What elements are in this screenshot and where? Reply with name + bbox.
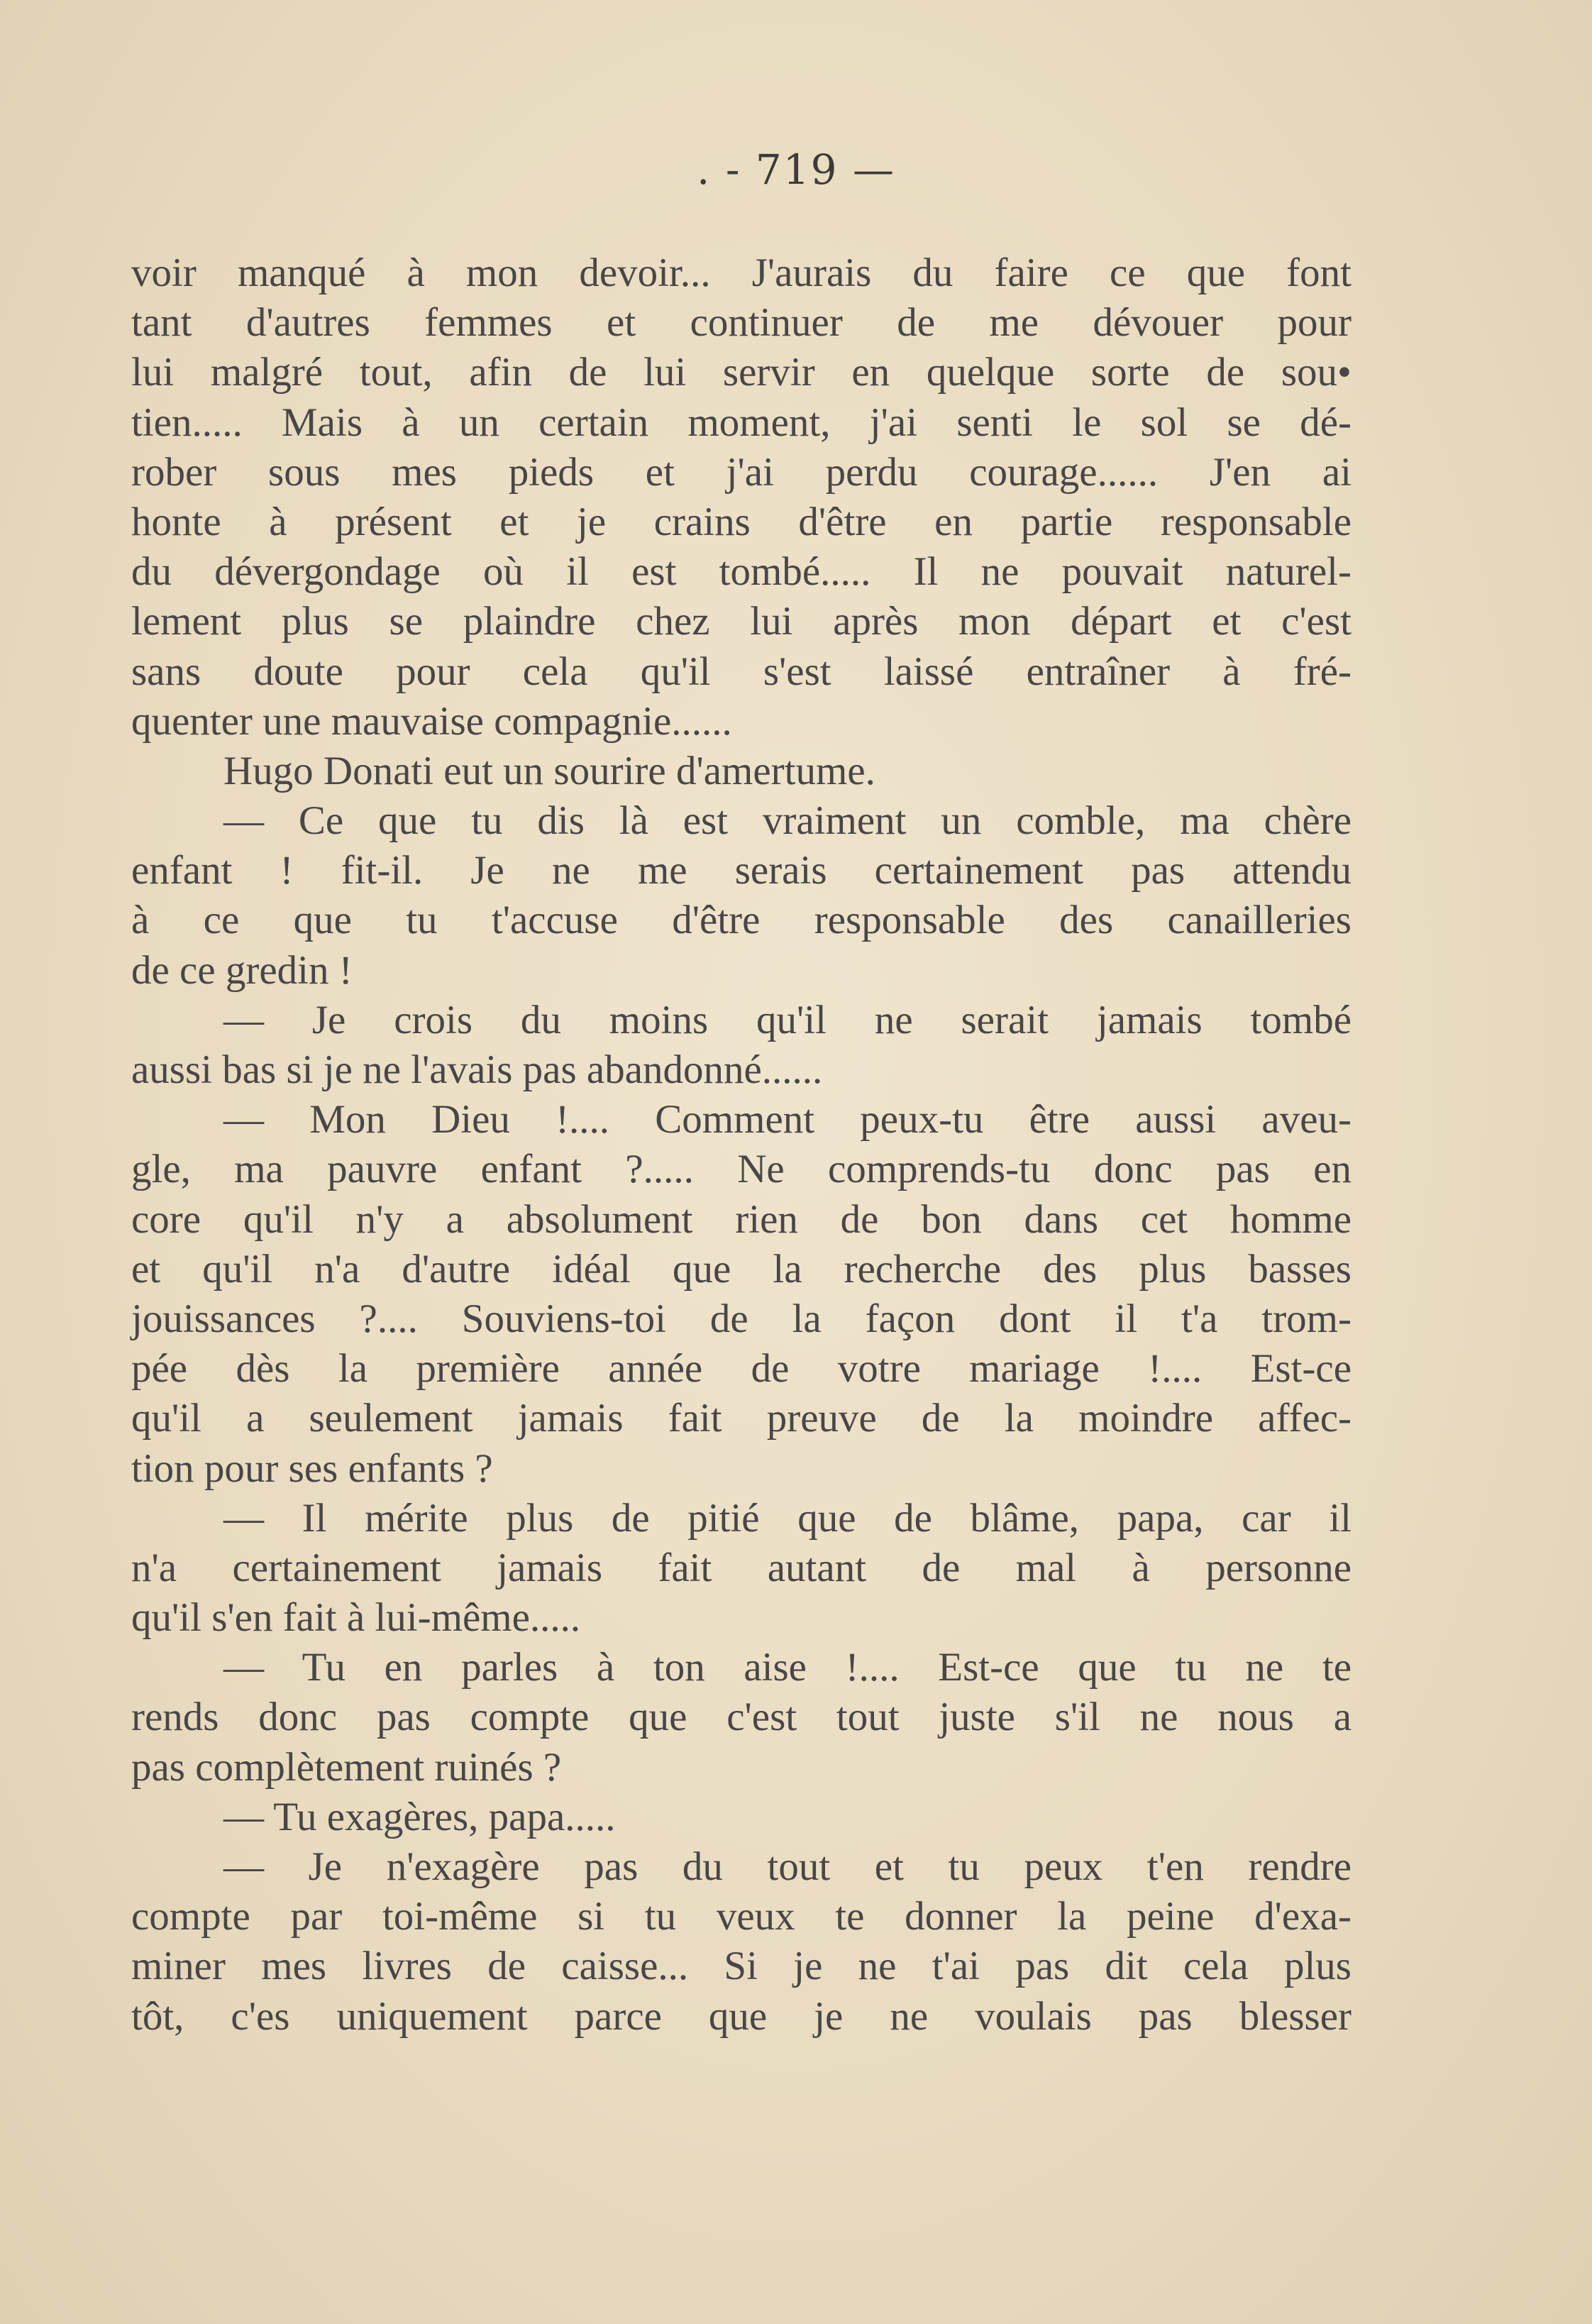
text-line: aussi bas si je ne l'avais pas abandonné...... [131, 1047, 823, 1092]
text-line: enfant ! fit-il. Je ne me serais certainement pas attendu [131, 848, 1351, 893]
page-number: . - 719 — [696, 145, 896, 194]
text-line: — Tu exagères, papa..... [223, 1794, 616, 1839]
text-line: — Tu en parles à ton aise !.... Est-ce que tu ne te [223, 1645, 1351, 1690]
text-line: — Je n'exagère pas du tout et tu peux t'en rendre [223, 1844, 1351, 1889]
text-line: pas complètement ruinés ? [131, 1744, 562, 1790]
text-line: de ce gredin ! [131, 947, 353, 993]
text-line: n'a certainement jamais fait autant de mal à personne [131, 1545, 1351, 1590]
text-line: à ce que tu t'accuse d'être responsable des canailleries [131, 898, 1351, 943]
text-line: voir manqué à mon devoir... J'aurais du faire ce que font [131, 250, 1351, 295]
text-line: tôt, c'es uniquement parce que je ne voulais pas blesser [131, 1993, 1351, 2039]
text-line: du dévergondage où il est tombé..... Il ne pouvait naturel- [131, 549, 1351, 595]
text-line: core qu'il n'y a absolument rien de bon dans cet homme [131, 1196, 1351, 1242]
text-line: tant d'autres femmes et continuer de me dévouer pour [131, 300, 1351, 346]
text-line: sans doute pour cela qu'il s'est laissé entraîner à fré- [131, 649, 1351, 694]
text-line: quenter une mauvaise compagnie...... [131, 698, 732, 744]
text-line: — Il mérite plus de pitié que de blâme, papa, car il [223, 1495, 1351, 1541]
text-line: qu'il s'en fait à lui-même..... [131, 1595, 581, 1641]
text-line: tion pour ses enfants ? [131, 1445, 493, 1491]
text-line: lement plus se plaindre chez lui après mon départ et c'est [131, 599, 1351, 644]
text-line: — Ce que tu dis là est vraiment un comble, ma chère [223, 798, 1351, 844]
text-line: tien..... Mais à un certain moment, j'ai senti le sol se dé- [131, 400, 1351, 445]
text-line: gle, ma pauvre enfant ?..... Ne comprends-tu donc pas en [131, 1147, 1351, 1192]
text-line: rends donc pas compte que c'est tout juste s'il ne nous a [131, 1695, 1351, 1740]
body-text [131, 248, 1351, 2042]
text-line: compte par toi-même si tu veux te donner la peine d'exa- [131, 1894, 1351, 1939]
text-line: Hugo Donati eut un sourire d'amertume. [223, 748, 875, 793]
text-line: — Mon Dieu !.... Comment peux-tu être aussi aveu- [223, 1097, 1351, 1142]
text-line: et qu'il n'a d'autre idéal que la recherche des plus basses [131, 1246, 1351, 1292]
text-line: pée dès la première année de votre mariage !.... Est-ce [131, 1346, 1351, 1392]
text-line: miner mes livres de caisse... Si je ne t'ai pas dit cela plus [131, 1944, 1351, 1989]
text-line: jouissances ?.... Souviens-toi de la façon dont il t'a trom- [131, 1296, 1351, 1341]
text-line: honte à présent et je crains d'être en partie responsable [131, 499, 1351, 544]
text-line: lui malgré tout, afin de lui servir en quelque sorte de sou• [131, 350, 1351, 395]
text-line: qu'il a seulement jamais fait preuve de la moindre affec- [131, 1396, 1351, 1441]
text-line: rober sous mes pieds et j'ai perdu courage...... J'en ai [131, 449, 1351, 495]
text-line: — Je crois du moins qu'il ne serait jamais tombé [223, 997, 1351, 1042]
